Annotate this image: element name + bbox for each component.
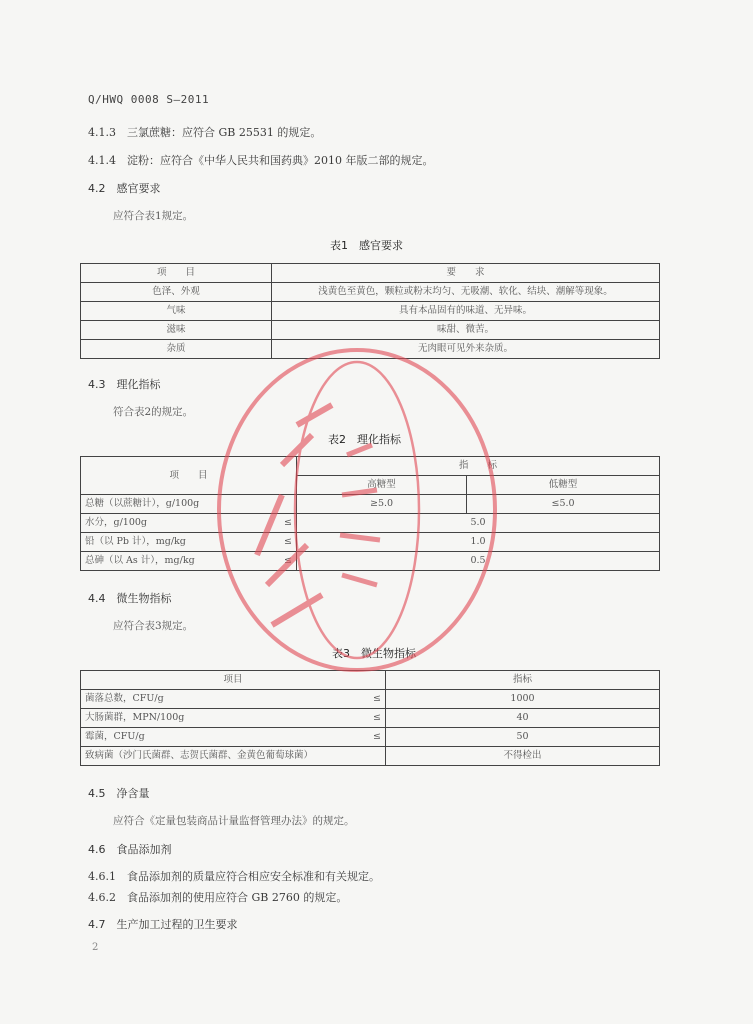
operator: ≤	[551, 498, 560, 509]
standard-code-header: Q/HWQ 0008 S—2011	[88, 93, 210, 106]
table-row	[81, 747, 660, 766]
operator: ≤	[336, 709, 386, 728]
table-cell: 致病菌（沙门氏菌群、志贺氏菌群、金黄色葡萄球菌）	[81, 747, 386, 766]
operator: ≤	[215, 552, 297, 571]
clause-4-6-2: 4.6.2 食品添加剂的使用应符合 GB 2760 的规定。	[88, 891, 348, 904]
page-number: 2	[92, 942, 99, 953]
section-4-3-text: 符合表2的规定。	[113, 406, 194, 418]
table-cell: 色泽、外观	[81, 283, 272, 302]
table2-header-low-sugar: 低糖型	[467, 476, 660, 495]
table-cell: 味甜、微苦。	[272, 321, 660, 340]
table-row	[81, 690, 660, 709]
section-4-5-text: 应符合《定量包装商品计量监督管理办法》的规定。	[113, 815, 355, 827]
table-row	[81, 495, 660, 514]
table-row	[81, 728, 660, 747]
table-cell	[467, 495, 660, 514]
operator: ≥	[369, 498, 378, 509]
clause-4-1-3: 4.1.3 三氯蔗糖：应符合 GB 25531 的规定。	[88, 126, 322, 139]
table-cell: 总砷（以 As 计），mg/kg	[81, 552, 215, 571]
table-row	[81, 552, 660, 571]
table-row	[81, 514, 660, 533]
table3-header-index: 指标	[386, 671, 660, 690]
clause-4-1-4: 4.1.4 淀粉：应符合《中华人民共和国药典》2010 年版二部的规定。	[88, 154, 434, 167]
section-4-6-title: 4.6 食品添加剂	[88, 843, 172, 856]
table-cell: 50	[386, 728, 660, 747]
table1-sensory	[80, 263, 660, 359]
table1-header-req: 要 求	[272, 264, 660, 283]
table-row	[81, 457, 660, 476]
operator: ≤	[215, 533, 297, 552]
section-4-2-text: 应符合表1规定。	[113, 210, 194, 222]
table-cell: 大肠菌群，MPN/100g	[81, 709, 336, 728]
table1-header-item: 项 目	[81, 264, 272, 283]
table2-header-index: 指 标	[297, 457, 660, 476]
value: 5.0	[377, 498, 394, 509]
table3-microbiological	[80, 670, 660, 766]
table-cell: 浅黄色至黄色，颗粒或粉末均匀、无吸潮、软化、结块、潮解等现象。	[272, 283, 660, 302]
table-row	[81, 302, 660, 321]
section-4-4-title: 4.4 微生物指标	[88, 592, 172, 605]
table-cell: 40	[386, 709, 660, 728]
section-4-4-text: 应符合表3规定。	[113, 620, 194, 632]
table-row	[81, 321, 660, 340]
table-cell: 0.5	[297, 552, 660, 571]
table1-caption: 表1 感官要求	[330, 239, 403, 252]
table-cell: 气味	[81, 302, 272, 321]
table-row	[81, 283, 660, 302]
section-4-3-title: 4.3 理化指标	[88, 378, 161, 391]
clause-4-6-1: 4.6.1 食品添加剂的质量应符合相应安全标准和有关规定。	[88, 870, 380, 883]
table-cell: 菌落总数，CFU/g	[81, 690, 336, 709]
section-4-2-title: 4.2 感官要求	[88, 182, 161, 195]
table-cell: 无肉眼可见外来杂质。	[272, 340, 660, 359]
table-cell: 铅（以 Pb 计），mg/kg	[81, 533, 215, 552]
table-cell: 滋味	[81, 321, 272, 340]
table-row	[81, 264, 660, 283]
table-cell: 5.0	[297, 514, 660, 533]
value: 5.0	[559, 498, 575, 509]
section-4-7-title: 4.7 生产加工过程的卫生要求	[88, 918, 238, 931]
table2-physicochemical	[80, 456, 660, 571]
table-cell: 具有本品固有的味道、无异味。	[272, 302, 660, 321]
table-cell: 杂质	[81, 340, 272, 359]
table-row	[81, 340, 660, 359]
operator: ≤	[336, 690, 386, 709]
section-4-5-title: 4.5 净含量	[88, 787, 150, 800]
table-cell: 水分，g/100g	[81, 514, 215, 533]
table-cell: 不得检出	[386, 747, 660, 766]
table-cell: 1.0	[297, 533, 660, 552]
table-cell: 霉菌，CFU/g	[81, 728, 336, 747]
table-row	[81, 709, 660, 728]
table2-header-item: 项 目	[81, 457, 297, 495]
table3-caption: 表3 微生物指标	[332, 647, 416, 660]
table2-caption: 表2 理化指标	[328, 433, 401, 446]
operator: ≤	[336, 728, 386, 747]
table2-header-high-sugar: 高糖型	[297, 476, 467, 495]
table3-header-item: 项目	[81, 671, 386, 690]
operator: ≤	[215, 514, 297, 533]
table-cell	[297, 495, 467, 514]
table-cell: 总糖（以蔗糖计），g/100g	[81, 495, 297, 514]
table-row	[81, 533, 660, 552]
table-row	[81, 671, 660, 690]
table-cell: 1000	[386, 690, 660, 709]
